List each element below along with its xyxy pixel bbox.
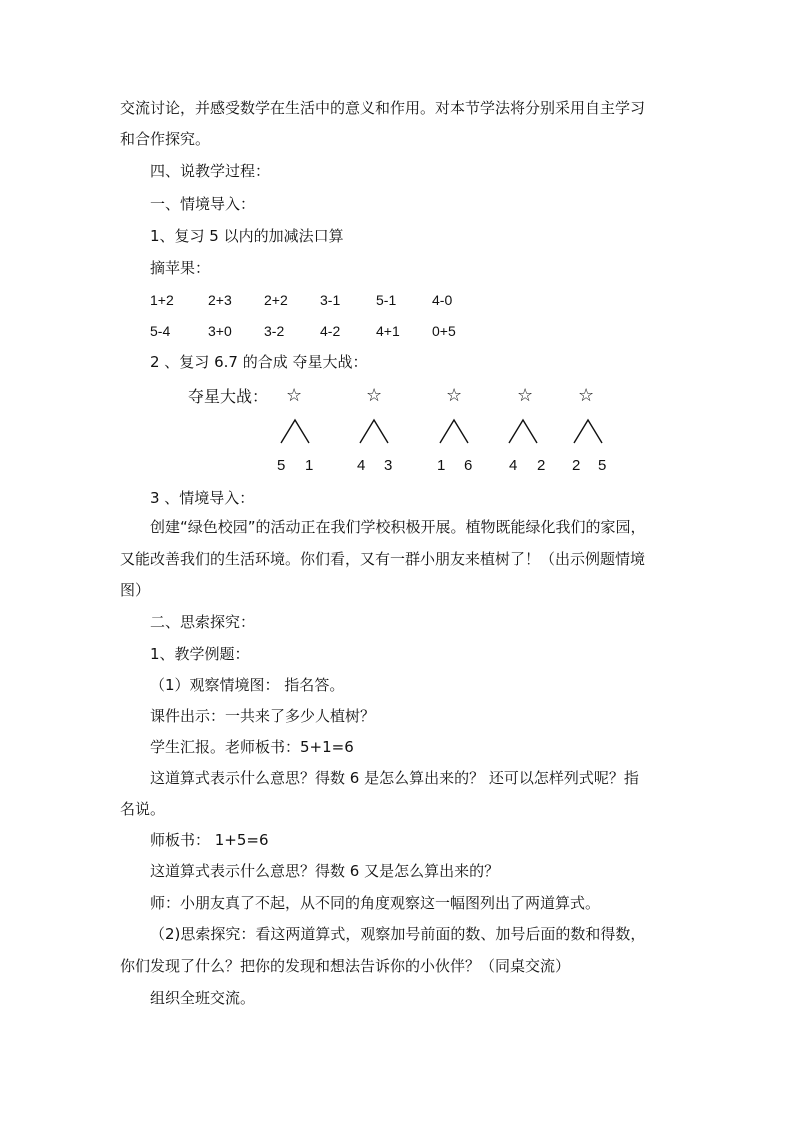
arithmetic-item: 3+0 — [208, 323, 232, 339]
star-icon: ☆ — [286, 385, 303, 406]
star-game-label: 夺星大战： — [188, 387, 269, 406]
subheading: 摘苹果： — [150, 259, 211, 277]
list-item: 1、教学例题： — [150, 645, 250, 663]
paragraph-line: 学生汇报。老师板书：5+1=6 — [150, 738, 354, 756]
star-icon: ☆ — [517, 385, 534, 406]
paragraph-line: 和合作探究。 — [120, 130, 211, 148]
pair-number: 5 — [277, 457, 286, 474]
arithmetic-item: 2+3 — [208, 292, 232, 308]
list-item: （1）观察情境图： 指名答。 — [150, 676, 345, 694]
pair-number: 1 — [305, 457, 314, 474]
star-icon: ☆ — [446, 385, 463, 406]
paragraph-line: 图） — [120, 581, 151, 599]
section-heading: 四、说教学过程： — [150, 162, 271, 180]
paragraph-line: 课件出示：一共来了多少人植树？ — [150, 707, 376, 725]
arithmetic-item: 1+2 — [150, 292, 174, 308]
branch-icon — [439, 418, 469, 444]
arithmetic-item: 3-1 — [320, 292, 341, 308]
pair-number: 5 — [598, 457, 607, 474]
pair-number: 2 — [537, 457, 546, 474]
pair-number: 1 — [437, 457, 446, 474]
paragraph-line: 又能改善我们的生活环境。你们看，又有一群小朋友来植树了！（出示例题情境 — [120, 550, 646, 568]
arithmetic-item: 5-4 — [150, 323, 171, 339]
list-item: 2 、复习 6.7 的合成 夺星大战： — [150, 353, 368, 371]
pair-number: 4 — [357, 457, 366, 474]
paragraph-line: （2)思索探究：看这两道算式，观察加号前面的数、加号后面的数和得数， — [150, 925, 646, 943]
paragraph-line: 这道算式表示什么意思？得数 6 又是怎么算出来的？ — [150, 862, 500, 880]
arithmetic-item: 5-1 — [376, 292, 397, 308]
section-heading: 二、思索探究： — [150, 613, 256, 631]
arithmetic-item: 4+1 — [376, 323, 400, 339]
star-icon: ☆ — [578, 385, 595, 406]
star-icon: ☆ — [366, 385, 383, 406]
list-item: 3 、情境导入： — [150, 489, 255, 507]
arithmetic-item: 3-2 — [264, 323, 285, 339]
arithmetic-item: 0+5 — [432, 323, 456, 339]
paragraph-line: 名说。 — [120, 800, 166, 818]
paragraph-line: 师板书： 1+5=6 — [150, 831, 269, 849]
arithmetic-item: 4-2 — [320, 323, 341, 339]
branch-icon — [359, 418, 389, 444]
branch-icon — [573, 418, 603, 444]
paragraph-line: 组织全班交流。 — [150, 989, 256, 1007]
paragraph-line: 创建“绿色校园”的活动正在我们学校积极开展。植物既能绿化我们的家园， — [150, 518, 646, 536]
pair-number: 2 — [572, 457, 581, 474]
branch-icon — [280, 418, 310, 444]
section-heading: 一、情境导入： — [150, 195, 256, 213]
paragraph-line: 你们发现了什么？把你的发现和想法告诉你的小伙伴？（同桌交流） — [120, 957, 571, 975]
pair-number: 6 — [464, 457, 473, 474]
list-item: 1、复习 5 以内的加减法口算 — [150, 227, 344, 245]
pair-number: 4 — [509, 457, 518, 474]
paragraph-line: 这道算式表示什么意思？得数 6 是怎么算出来的？ 还可以怎样列式呢？指 — [150, 769, 639, 787]
pair-number: 3 — [384, 457, 393, 474]
branch-icon — [508, 418, 538, 444]
paragraph-line: 交流讨论，并感受数学在生活中的意义和作用。对本节学法将分别采用自主学习 — [120, 99, 646, 117]
arithmetic-item: 2+2 — [264, 292, 288, 308]
paragraph-line: 师：小朋友真了不起，从不同的角度观察这一幅图列出了两道算式。 — [150, 894, 601, 912]
arithmetic-item: 4-0 — [432, 292, 453, 308]
